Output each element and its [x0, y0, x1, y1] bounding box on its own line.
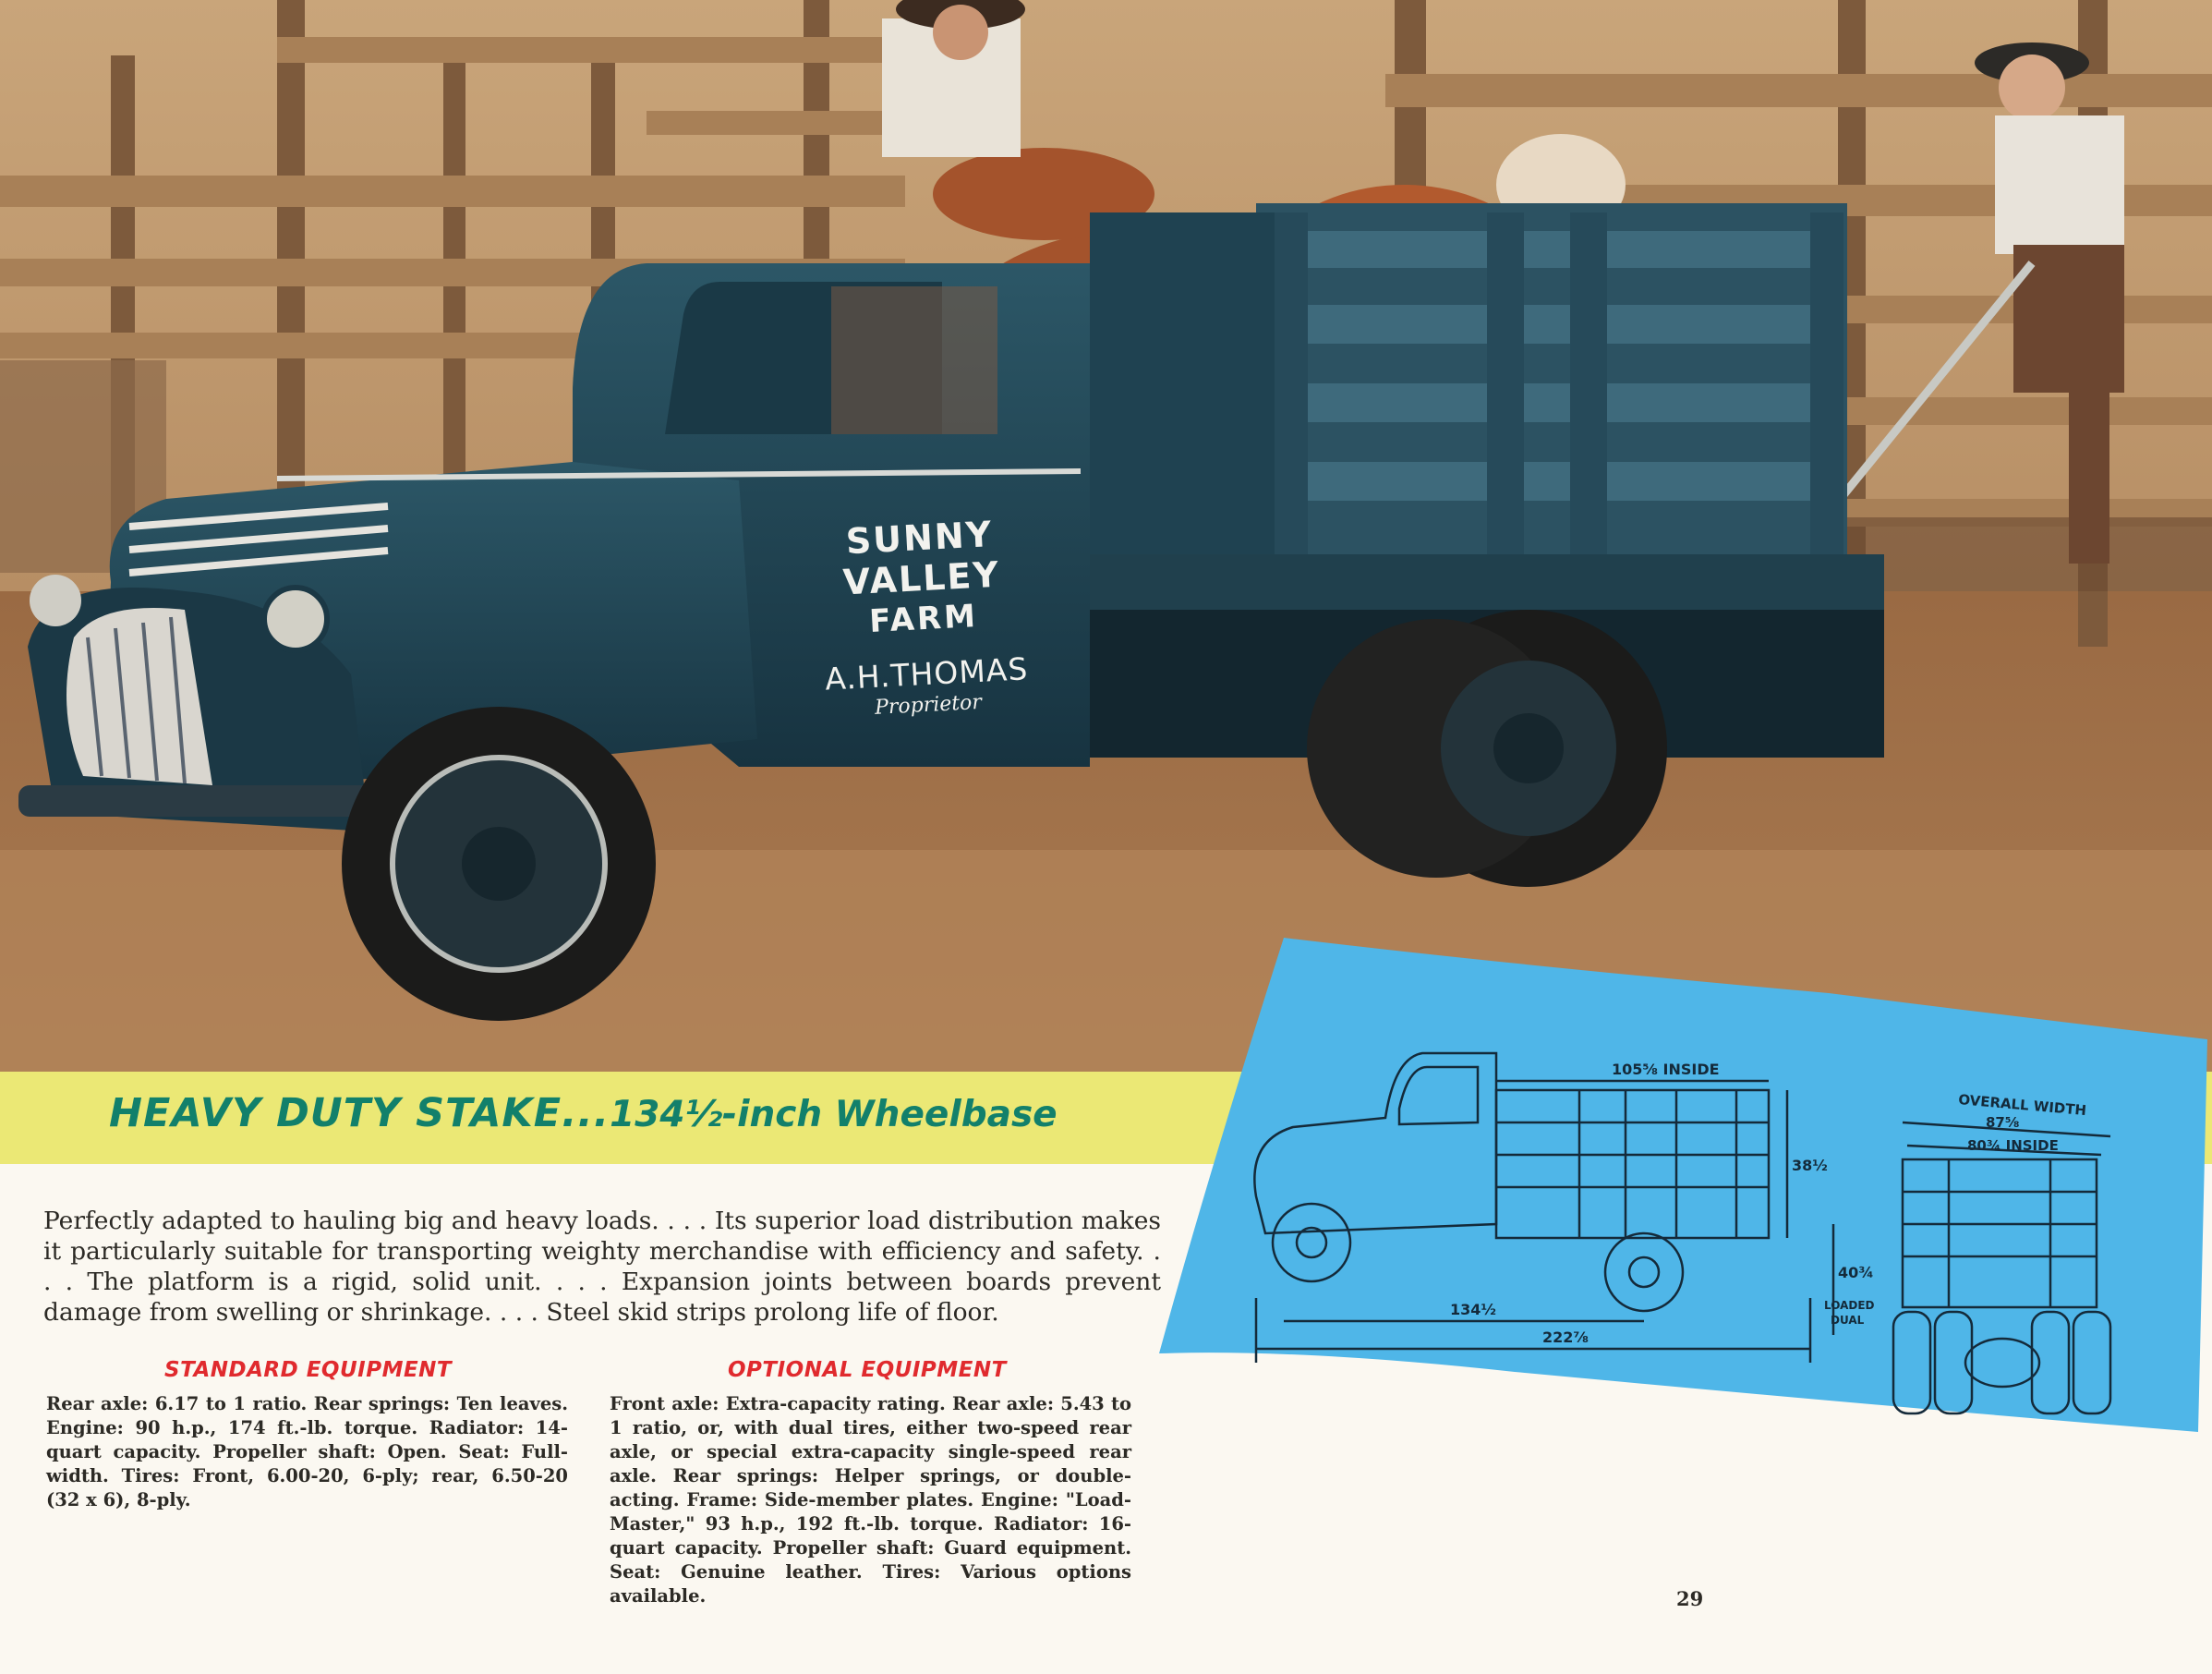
optional-equipment-heading: OPTIONAL EQUIPMENT: [728, 1358, 1007, 1382]
dim-inside-width: 80¾ INSIDE: [1967, 1137, 2059, 1154]
dimension-diagram: [1145, 928, 2212, 1450]
headline-separator: ...: [562, 1090, 610, 1136]
page-number: 29: [1676, 1587, 1704, 1610]
door-farm-label: FARM: [868, 597, 979, 641]
dim-loaded-label: LOADED: [1824, 1299, 1875, 1312]
door-owner-name: A.H.THOMAS: [824, 650, 1030, 698]
dim-wheelbase: 134½: [1450, 1301, 1496, 1318]
door-owner-title: Proprietor: [874, 690, 983, 720]
dim-loaded-height: 40¾: [1838, 1264, 1874, 1281]
dimension-diagram-panel: [1145, 928, 2212, 1450]
dim-inside-length: 105⅝ INSIDE: [1612, 1061, 1720, 1078]
dim-dual-label: DUAL: [1831, 1314, 1865, 1327]
headline-wheelbase: 134½-inch Wheelbase: [610, 1094, 1058, 1135]
optional-equipment-text: Front axle: Extra-capacity rating. Rear axle: 5.43 to 1 ratio, or, with dual tires, either two-speed rear axle, or special extra-capacity single-speed rear axle. Rear springs: Helper springs, or double-acting. Frame: Side-member plates. Engine: "Load-Master," 93 h.p., 192 ft.-lb. torque. Radiator: 16-quart capacity. Propeller shaft: Guard equipment. Seat: Genuine leather. Tires: Various options available.: [610, 1393, 1131, 1607]
dim-overall-width: 87⅝: [1986, 1114, 2020, 1131]
door-lettering: [767, 510, 1082, 725]
headline-model: HEAVY DUTY STAKE: [109, 1090, 562, 1136]
standard-equipment-heading: STANDARD EQUIPMENT: [164, 1358, 453, 1382]
intro-paragraph: Perfectly adapted to hauling big and heavy loads. . . . Its superior load distribution makes it particularly suitable for transporting weighty merchandise with efficiency and safety. . . . The platform is a rigid, solid unit. . . . Expansion joints between boards prevent damage from swelling or shrinkage. . . . Steel skid strips prolong life of floor.: [43, 1207, 1161, 1327]
dim-side-height: 38½: [1792, 1157, 1828, 1174]
standard-equipment-text: Rear axle: 6.17 to 1 ratio. Rear springs: Ten leaves. Engine: 90 h.p., 174 ft.-lb. torque. Radiator: 14-quart capacity. Propeller shaft: Open. Seat: Full-width. Tires: Front, 6.00-20, 6-ply; rear, 6.50-20 (32 x 6), 8-ply.: [46, 1393, 568, 1510]
dim-overall-length: 222⅞: [1542, 1328, 1589, 1346]
page-headline: [109, 1090, 1058, 1136]
dim-overall-width-label: OVERALL WIDTH: [1957, 1091, 2087, 1120]
door-farm-name: SUNNY VALLEY: [841, 513, 1001, 603]
